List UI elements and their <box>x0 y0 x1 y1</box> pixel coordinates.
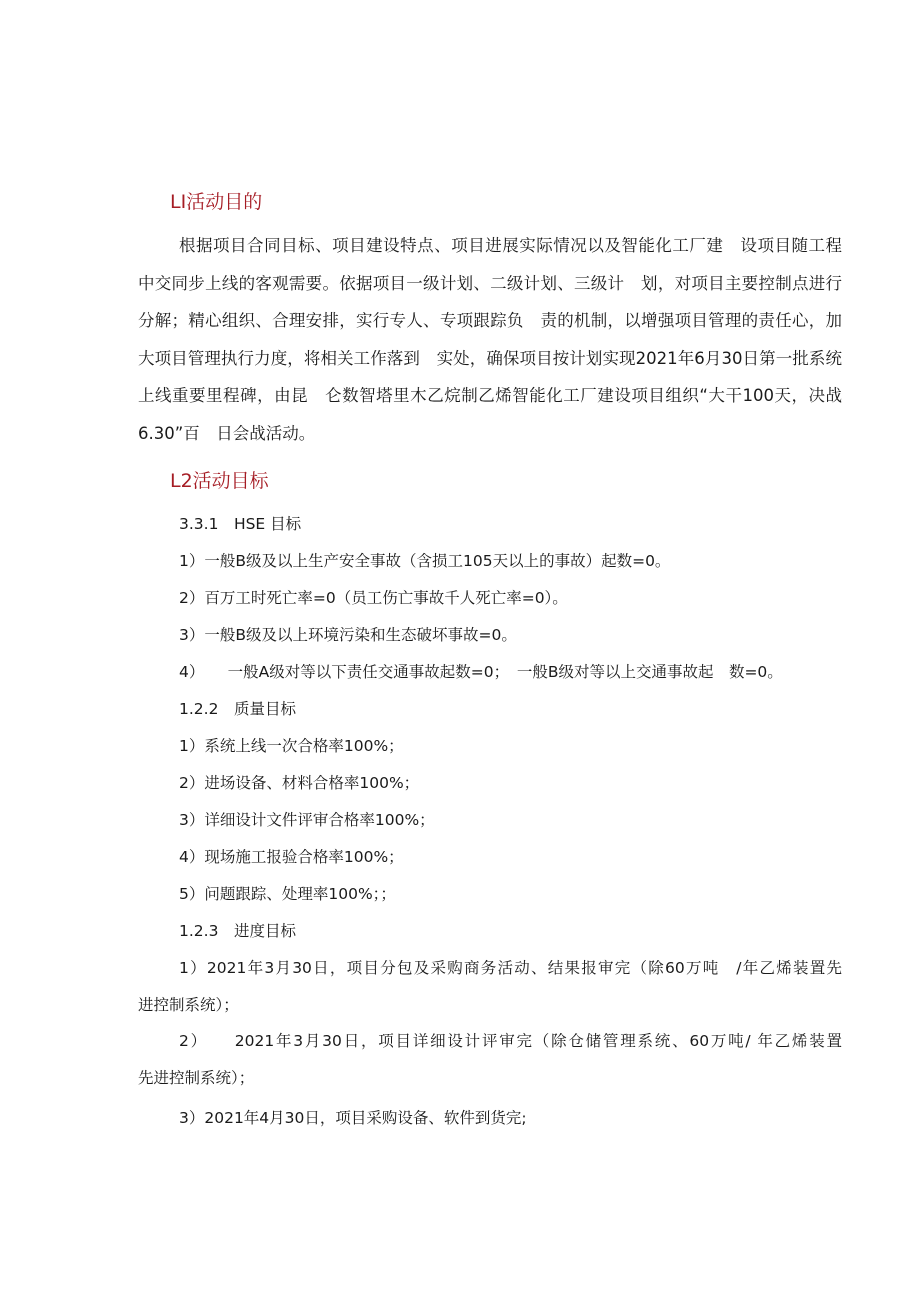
quality-goal-item: 3）详细设计文件评审合格率100%； <box>179 811 435 829</box>
paragraph-line: 中交同步上线的客观需要。依据项目一级计划、二级计划、三级计 划，对项目主要控制点进行 <box>138 273 842 293</box>
section-heading-activity-goals: L2活动目标 <box>170 470 269 492</box>
hse-goal-item: 4） 一般A级对等以下责任交通事故起数=0； 一般B级对等以上交通事故起 数=0。 <box>179 663 783 681</box>
hse-goal-item: 1）一般B级及以上生产安全事故（含损工105天以上的事故）起数=0。 <box>179 552 671 570</box>
paragraph-line: 根据项目合同目标、项目建设特点、项目进展实际情况以及智能化工厂建 设项目随工程 <box>179 236 842 255</box>
quality-goal-item: 4）现场施工报验合格率100%； <box>179 848 404 866</box>
schedule-goal-item <box>138 1023 842 1097</box>
schedule-goal-line: 进控制系统）； <box>138 996 239 1014</box>
hse-goal-item: 3）一般B级及以上环境污染和生态破坏事故=0。 <box>179 626 517 644</box>
schedule-goal-line: 2） 2021年3月30日，项目详细设计评审完（除仓储管理系统、60万吨/ 年乙烯装置 <box>179 1032 842 1050</box>
activity-purpose-paragraph <box>138 227 842 452</box>
schedule-goal-line: 1）2021年3月30日，项目分包及采购商务活动、结果报审完（除60万吨 /年乙烯装置先 <box>179 959 842 977</box>
schedule-goal-line: 先进控制系统）； <box>138 1069 255 1087</box>
quality-goal-item: 2）进场设备、材料合格率100%； <box>179 774 420 792</box>
paragraph-line: 6.30”百 日会战活动。 <box>138 423 316 443</box>
quality-goals-title: 1.2.2 质量目标 <box>179 700 296 718</box>
schedule-goal-item <box>138 950 842 1024</box>
quality-goal-item: 5）问题跟踪、处理率100%；； <box>179 885 396 903</box>
paragraph-line: 大项目管理执行力度，将相关工作落到 实处，确保项目按计划实现2021年6月30日第一批系统 <box>138 348 842 368</box>
paragraph-line: 分解；精心组织、合理安排，实行专人、专项跟踪负 责的机制，以增强项目管理的责任心，加 <box>138 311 842 330</box>
schedule-goal-item: 3）2021年4月30日，项目采购设备、软件到货完; <box>179 1109 527 1127</box>
paragraph-line: 上线重要里程碑，由昆 仑数智塔里木乙烷制乙烯智能化工厂建设项目组织“大干100天，决战 <box>138 386 842 405</box>
schedule-goals-title: 1.2.3 进度目标 <box>179 922 296 940</box>
section-heading-activity-purpose: LI活动目的 <box>170 191 263 213</box>
hse-goals-title: 3.3.1 HSE 目标 <box>179 515 302 533</box>
quality-goal-item: 1）系统上线一次合格率100%； <box>179 737 404 755</box>
hse-goal-item: 2）百万工时死亡率=0（员工伤亡事故千人死亡率=0）。 <box>179 589 568 607</box>
